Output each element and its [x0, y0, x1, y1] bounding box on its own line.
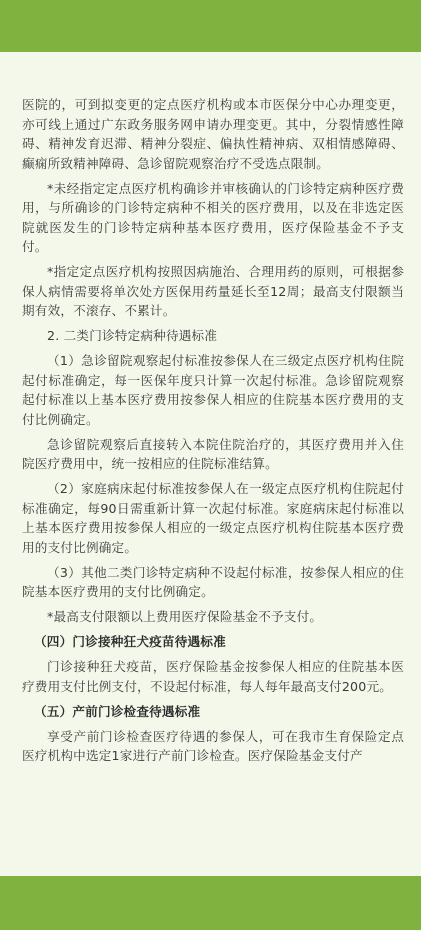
bottom-decorative-band	[0, 876, 421, 930]
paragraph-prenatal-check: 享受产前门诊检查医疗待遇的参保人，可在我市生育保险定点医疗机构中选定1家进行产前门诊检查。医疗保险基金支付产	[22, 728, 404, 763]
paragraph-rabies-vaccine: 门诊接种狂犬疫苗，医疗保险基金按参保人相应的住院基本医疗费用支付比例支付，不设起付标准，每人每年最高支付200元。	[22, 659, 404, 694]
note-unconfirmed-expenses: *未经指定定点医疗机构确诊并审核确认的门诊特定病种医疗费用，与所确诊的门诊特定病种不相关的医疗费用，以及在非选定医院就医发生的门诊特定病种基本医疗费用，医疗保险基金不予支付。	[22, 180, 404, 254]
note-prescription-extension: *指定定点医疗机构按照因病施治、合理用药的原则，可根据参保人病情需要将单次处方医保用药量延长至12周；最高支付限额当期有效，不滚存、不累计。	[22, 264, 404, 318]
heading-rabies-vaccine: （四）门诊接种狂犬疫苗待遇标准	[34, 634, 226, 649]
item-other-class2: （3）其他二类门诊特定病种不设起付标准，按参保人相应的住院基本医疗费用的支付比例确定。	[22, 564, 404, 599]
document-body	[22, 95, 404, 766]
paragraph-designated-hospital-change: 医院的，可到拟变更的定点医疗机构或本市医保分中心办理变更，亦可线上通过广东政务服务网申请办理变更。其中，分裂情感性障碍、精神发育迟滞、精神分裂症、偏执性精神病、双相情感障碍、癫痫所致精神障碍、急诊留院观察治疗不受选点限制。	[22, 97, 404, 171]
item-emergency-observation: （1）急诊留院观察起付标准按参保人在三级定点医疗机构住院起付标准确定，每一医保年度只计算一次起付标准。急诊留院观察起付标准以上基本医疗费用按参保人相应的住院基本医疗费用的支付比例确定。	[22, 353, 404, 427]
heading-prenatal-check: （五）产前门诊检查待遇标准	[34, 703, 201, 719]
section-title-class2-standard: 2. 二类门诊特定病种待遇标准	[47, 328, 218, 343]
item-family-bed: （2）家庭病床起付标准按参保人在一级定点医疗机构住院起付标准确定，每90日需重新计算一次起付标准。家庭病床起付标准以上基本医疗费用按参保人相应的一级定点医疗机构住院基本医疗费用的支付比例确定。	[22, 481, 404, 555]
top-decorative-band	[0, 0, 421, 52]
note-max-limit: *最高支付限额以上费用医疗保险基金不予支付。	[47, 609, 323, 624]
item-emergency-transfer: 急诊留院观察后直接转入本院住院治疗的，其医疗费用并入住院医疗费用中，统一按相应的住院标准结算。	[22, 436, 404, 471]
